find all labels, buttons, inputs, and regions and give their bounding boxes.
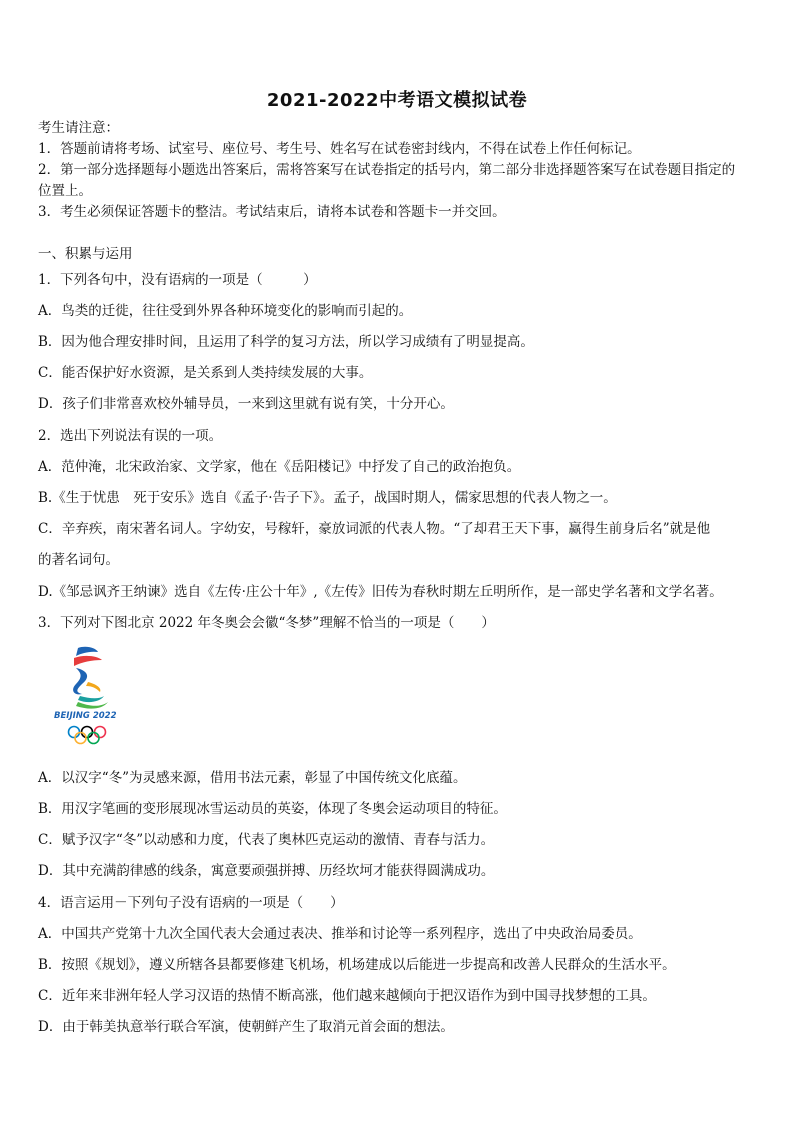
option-d: D．孩子们非常喜欢校外辅导员，一来到这里就有说有笑，十分开心。: [38, 396, 454, 412]
emblem-stroke-teal: [78, 696, 104, 702]
option-c: C．赋予汉字“冬”以动感和力度，代表了奥林匹克运动的激情、青春与活力。: [38, 832, 495, 848]
olympic-rings-icon: [69, 727, 106, 744]
page-title: 2021-2022中考语文模拟试卷: [266, 90, 528, 111]
option-d: D.《邹忌讽齐王纳谏》选自《左传·庄公十年》,《左传》旧传为春秋时期左丘明所作，是一部史学名著和文学名著。: [38, 584, 723, 600]
option-b: B.《生于忧患 死于安乐》选自《孟子·告子下》。孟子，战国时期人，儒家思想的代表人物之一。: [38, 490, 617, 506]
notice-item: 位置上。: [38, 183, 92, 199]
option-d: D．其中充满韵律感的线条，寓意要顽强拼搏、历经坎坷才能获得圆满成功。: [38, 863, 495, 879]
option-d: D．由于韩美执意举行联合军演，使朝鲜产生了取消元首会面的想法。: [38, 1019, 454, 1035]
option-a: A．鸟类的迁徙，往往受到外界各种环境变化的影响而引起的。: [38, 303, 413, 319]
emblem-stroke-gold: [86, 682, 100, 692]
question-stem: 1．下列各句中，没有语病的一项是（ ）: [38, 272, 317, 288]
emblem-stroke-blue: [76, 647, 98, 656]
emblem-stroke-red: [74, 656, 102, 666]
beijing-2022-emblem: [52, 642, 132, 752]
question-stem: 3．下列对下图北京 2022 年冬奥会会徽“冬梦”理解不恰当的一项是（ ）: [38, 615, 495, 631]
option-a: A．中国共产党第十九次全国代表大会通过表决、推举和讨论等一系列程序，选出了中央政治局委员。: [38, 926, 642, 942]
option-b: B．因为他合理安排时间，且运用了科学的复习方法，所以学习成绩有了明显提高。: [38, 334, 534, 350]
section-heading: 一、积累与运用: [38, 246, 133, 262]
option-c: C．近年来非洲年轻人学习汉语的热情不断高涨，他们越来越倾向于把汉语作为到中国寻找梦想的工具。: [38, 988, 656, 1004]
notice-item: 2．第一部分选择题每小题选出答案后，需将答案写在试卷指定的括号内，第二部分非选择题答案写在试卷题目指定的: [38, 162, 736, 178]
option-c: C．能否保护好水资源，是关系到人类持续发展的大事。: [38, 365, 373, 381]
question-stem: 2．选出下列说法有误的一项。: [38, 428, 223, 444]
option-b: B．用汉字笔画的变形展现冰雪运动员的英姿，体现了冬奥会运动项目的特征。: [38, 801, 507, 817]
option-c: C．辛弃疾，南宋著名词人。字幼安，号稼轩，豪放词派的代表人物。“了却君王天下事，赢得生前身后名”就是他: [38, 521, 711, 537]
option-b: B．按照《规划》，遵义所辖各县都要修建飞机场，机场建成以后能进一步提高和改善人民群众的生活水平。: [38, 957, 676, 973]
notice-heading: 考生请注意：: [38, 120, 119, 136]
option-c-continued: 的著名词句。: [38, 552, 119, 568]
notice-item: 3．考生必须保证答题卡的整洁。考试结束后，请将本试卷和答题卡一并交回。: [38, 204, 506, 220]
emblem-text: BEIJING 2022: [54, 711, 117, 721]
emblem-stroke-green: [76, 702, 108, 709]
notice-item: 1．答题前请将考场、试室号、座位号、考生号、姓名写在试卷密封线内，不得在试卷上作任何标记。: [38, 141, 641, 157]
question-stem: 4．语言运用－下列句子没有语病的一项是（ ）: [38, 895, 344, 911]
option-a: A．范仲淹，北宋政治家、文学家，他在《岳阳楼记》中抒发了自己的政治抱负。: [38, 459, 521, 475]
option-a: A．以汉字“冬”为灵感来源，借用书法元素，彰显了中国传统文化底蕴。: [38, 770, 467, 786]
emblem-stroke-body: [73, 668, 87, 694]
